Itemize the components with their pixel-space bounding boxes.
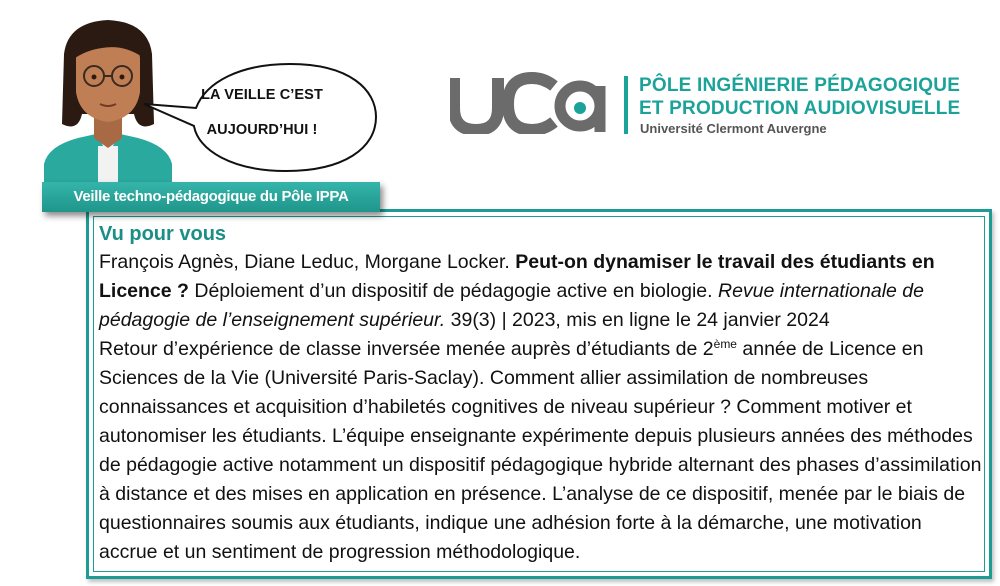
- summary-part1: Retour d’expérience de classe inversée menée auprès d’étudiants de 2: [99, 338, 714, 360]
- journal-name: Revue internationale de pédagogie de l’enseignement supérieur.: [99, 280, 924, 331]
- article-authors: François Agnès, Diane Leduc, Morgane Locker.: [99, 251, 510, 273]
- logo-subtitle: Université Clermont Auvergne: [640, 121, 827, 136]
- article-summary: [99, 335, 984, 567]
- summary-part2: année de Licence en Sciences de la Vie (Université Paris-Saclay). Comment allier assimilation de nombreuses connaissances et acquisition d’habiletés cognitives de niveau supérieur ? Comment motiver et autonomiser les étudiants. L’équipe enseignante expérimente depuis plusieurs années des méthodes de pédagogie active notamment un dispositif pédagogique hybride alternant des phases d’assimilation à distance et des mises en application en présence. L’analyse de ce dispositif, menée par le biais de questionnaires soumis aux étudiants, indique une adhésion forte à la démarche, une motivation accrue et un sentiment de progression méthodologique.: [99, 338, 982, 563]
- article-content: [99, 220, 984, 567]
- article-title: Peut-on dynamiser le travail des étudiants en Licence ?: [99, 251, 935, 302]
- article-reference: [99, 248, 984, 335]
- logo-title-line2: ET PRODUCTION AUDIOVISUELLE: [639, 98, 961, 119]
- speech-bubble: [140, 60, 380, 175]
- summary-superscript: ème: [713, 337, 737, 351]
- logo-divider: [624, 76, 628, 134]
- bubble-text-line1: LA VEILLE C’EST: [201, 87, 323, 103]
- section-title: Vu pour vous: [99, 223, 227, 245]
- bubble-text-line2: AUJOURD’HUI !: [206, 122, 318, 138]
- veille-banner: Veille techno-pédagogique du Pôle IPPA: [42, 182, 380, 212]
- article-subtitle: Déploiement d’un dispositif de pédagogie active en biologie.: [194, 280, 713, 302]
- article-citation: 39(3) | 2023, mis en ligne le 24 janvier 2024: [450, 309, 830, 331]
- logo-title-line1: PÔLE INGÉNIERIE PÉDAGOGIQUE: [639, 75, 961, 96]
- uca-logo-icon: [450, 72, 610, 134]
